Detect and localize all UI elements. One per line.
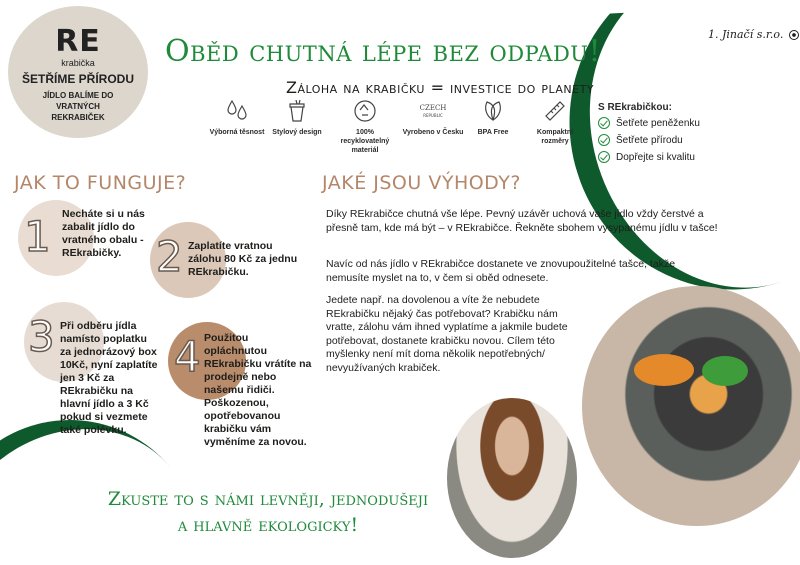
benefit-item [598, 117, 738, 129]
woman-eating-photo [447, 398, 577, 558]
step-number: 4 [174, 332, 201, 381]
feature-bpa-free [461, 98, 525, 137]
leaf-icon [480, 98, 506, 124]
logo-tagline: JÍDLO BALÍME DO VRATNÝCH REKRABIČEK [42, 91, 114, 122]
feature-tightness [205, 98, 269, 137]
football-icon [789, 30, 799, 40]
feature-compact [523, 98, 587, 146]
rekrabicka-logo [8, 6, 148, 138]
step-text: Použitou opláchnutou REkrabičku vrátíte na prodejně nebo našemu řidiči. Poškozenou, opotřebovanou krabičku vám vyměníme za novou. [204, 332, 312, 448]
benefits-paragraph-3: Jedete např. na dovolenou a víte že nebudete REkrabičku nějaký čas potřebovat? Krabičku nám vratte, zálohu vám ihned vyplatíme a jakmile budete potřebovat, dostanete krabičku novou. Cílem této myšlenky není mít doma několik nepotřebných/ nevyužívaných krabiček. [326, 294, 568, 374]
feature-label: BPA Free [477, 129, 509, 136]
feature-label: Stylový design [272, 129, 322, 136]
step-number: 2 [156, 232, 183, 281]
step-number: 3 [28, 312, 55, 361]
company-brand [708, 28, 799, 41]
benefits-list [598, 102, 738, 168]
cta-line-1: Zkuste to s námi levněji, jednodušeji [107, 488, 429, 510]
benefits-paragraph-2: Navíc od nás jídlo v REkrabičce dostanete ve znovupoužitelné tašce, takže nemusíte myslet na to, v čem si oběd odnesete. [326, 258, 676, 284]
feature-label: Kompaktní rozměry [536, 129, 574, 145]
how-it-works-title: JAK TO FUNGUJE? [14, 172, 187, 194]
step-number: 1 [24, 212, 51, 261]
feature-made-in-czech [401, 98, 465, 137]
svg-text:CZECH: CZECH [420, 104, 446, 112]
benefits-title: S REkrabičkou: [598, 102, 672, 113]
step-text: Při odběru jídla namísto poplatku za jednorázový box 10Kč, nyní zaplatíte jen 3 Kč za REkrabičku na hlavní jídlo a 3 Kč pokud si vezmete také polévku. [60, 320, 158, 436]
feature-label: Vyrobeno v Česku [402, 129, 464, 136]
takeaway-cup-icon [284, 98, 310, 124]
recycle-icon [352, 98, 378, 124]
broccoli-shape [702, 356, 748, 386]
check-icon [598, 117, 610, 129]
page-headline: Oběd chutná lépe bez odpadu! [165, 34, 602, 69]
droplets-icon [224, 98, 250, 124]
feature-label: 100% recyklovatelný materiál [340, 129, 390, 154]
feature-recyclable [333, 98, 397, 155]
svg-text:REPUBLIC: REPUBLIC [423, 113, 443, 118]
benefits-section-title: JAKÉ JSOU VÝHODY? [322, 172, 521, 194]
logo-subtitle: krabička [61, 58, 95, 68]
call-to-action [78, 486, 458, 538]
benefit-label: Šetřete peněženku [616, 117, 700, 129]
logo-slogan: ŠETŘÍME PŘÍRODU [21, 72, 134, 86]
feature-label: Výborná těsnost [209, 129, 265, 136]
benefits-paragraph-1: Díky REkrabičce chutná vše lépe. Pevný uzávěr uchová vaše jídlo vždy čerstvé a přesně tam, kde má být – v REkrabičce. Řekněte sbohem vysypanému jídlu v tašce! [326, 208, 718, 234]
step-text: Zaplatíte vratnou zálohu 80 Kč za jednu REkrabičku. [188, 240, 298, 278]
czech-republic-icon [420, 98, 446, 124]
features-row [205, 98, 595, 158]
benefit-item [598, 151, 738, 163]
logo-mark: RE [55, 24, 101, 59]
benefit-label: Šetřete přírodu [616, 134, 683, 146]
food-box-photo [582, 286, 800, 526]
deposit-subheadline: Záloha na krabičku = investice do planety [286, 78, 595, 97]
ruler-icon [542, 98, 568, 124]
check-icon [598, 151, 610, 163]
benefit-label: Dopřejte si kvalitu [616, 151, 695, 163]
feature-design [265, 98, 329, 137]
curry-shape [634, 354, 694, 386]
cta-line-2: a hlavně ekologicky! [177, 514, 359, 536]
check-icon [598, 134, 610, 146]
benefit-item [598, 134, 738, 146]
step-text: Necháte si u nás zabalit jídlo do vratného obalu - REkrabičky. [62, 208, 145, 259]
company-name: 1. Jinačí s.r.o. [708, 28, 784, 41]
